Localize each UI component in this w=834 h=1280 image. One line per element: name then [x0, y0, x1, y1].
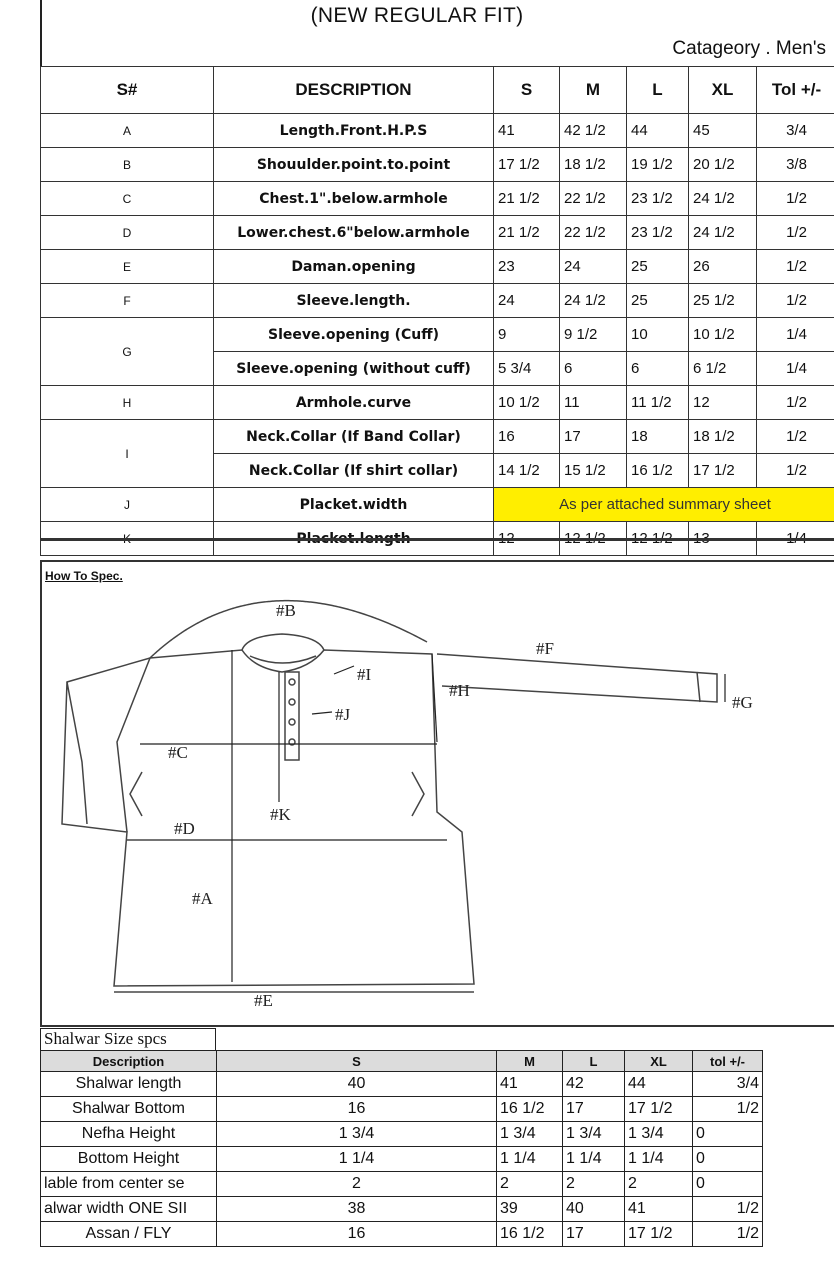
cell-xl: 1 3/4 [625, 1122, 693, 1147]
cell-s: 9 [494, 318, 560, 352]
cell-tol: 1/2 [757, 250, 834, 284]
spec-header-row [41, 67, 834, 114]
cell-xl: 17 1/2 [625, 1222, 693, 1247]
cell-tol: 0 [693, 1172, 763, 1197]
col-header-m: M [497, 1051, 563, 1072]
label-b: #B [276, 601, 296, 620]
cell-s: 1 1/4 [217, 1147, 497, 1172]
col-header-tol: tol +/- [693, 1051, 763, 1072]
col-header-xl: XL [689, 67, 757, 114]
cell-xl: 45 [689, 114, 757, 148]
row-description: Bottom Height [41, 1147, 217, 1172]
category-label: Catageory . Men's [672, 38, 826, 59]
col-header-l: L [563, 1051, 625, 1072]
cell-xl: 2 [625, 1172, 693, 1197]
row-description: Lower.chest.6"below.armhole [214, 216, 494, 250]
table-row [41, 1197, 763, 1222]
cell-tol: 1/2 [693, 1197, 763, 1222]
table-row [41, 1122, 763, 1147]
row-description: Sleeve.opening (Cuff) [214, 318, 494, 352]
cell-tol: 3/8 [757, 148, 834, 182]
row-description: Sleeve.opening (without cuff) [214, 352, 494, 386]
cell-tol: 1/2 [757, 420, 834, 454]
summary-sheet-note: As per attached summary sheet [494, 488, 834, 522]
row-description: alwar width ONE SII [41, 1197, 217, 1222]
row-description: Chest.1".below.armhole [214, 182, 494, 216]
label-i: #I [357, 665, 372, 684]
col-header-description: Description [41, 1051, 217, 1072]
cell-tol: 1/2 [757, 284, 834, 318]
row-id: F [41, 284, 214, 318]
row-id: C [41, 182, 214, 216]
cell-s: 2 [217, 1172, 497, 1197]
table-row [41, 284, 834, 318]
row-description: Daman.opening [214, 250, 494, 284]
cell-s: 10 1/2 [494, 386, 560, 420]
cell-xl: 17 1/2 [689, 454, 757, 488]
cell-tol: 1/2 [693, 1097, 763, 1122]
cell-l: 44 [627, 114, 689, 148]
row-id: A [41, 114, 214, 148]
col-header-l: L [627, 67, 689, 114]
cell-xl: 1 1/4 [625, 1147, 693, 1172]
label-f: #F [536, 639, 554, 658]
row-description: Placket.width [214, 488, 494, 522]
cell-s: 16 [217, 1222, 497, 1247]
section-divider [40, 538, 834, 541]
cell-s: 24 [494, 284, 560, 318]
cell-m: 11 [560, 386, 627, 420]
label-k: #K [270, 805, 291, 824]
cell-m: 18 1/2 [560, 148, 627, 182]
how-to-spec-label: How To Spec. [45, 569, 123, 583]
cell-l: 42 [563, 1072, 625, 1097]
label-d: #D [174, 819, 195, 838]
cell-s: 5 3/4 [494, 352, 560, 386]
row-id: J [41, 488, 214, 522]
cell-l: 23 1/2 [627, 216, 689, 250]
cell-s: 40 [217, 1072, 497, 1097]
table-row [41, 182, 834, 216]
shalwar-size-table [40, 1050, 763, 1247]
cell-xl: 25 1/2 [689, 284, 757, 318]
cell-m: 15 1/2 [560, 454, 627, 488]
cell-s: 41 [494, 114, 560, 148]
col-header-xl: XL [625, 1051, 693, 1072]
shalwar-header-row [41, 1051, 763, 1072]
cell-xl: 41 [625, 1197, 693, 1222]
cell-m: 24 [560, 250, 627, 284]
table-row [41, 1222, 763, 1247]
cell-s: 23 [494, 250, 560, 284]
cell-l: 1 1/4 [563, 1147, 625, 1172]
row-description: Length.Front.H.P.S [214, 114, 494, 148]
cell-m: 22 1/2 [560, 216, 627, 250]
cell-m: 1 1/4 [497, 1147, 563, 1172]
cell-tol: 1/4 [757, 352, 834, 386]
cell-tol: 0 [693, 1122, 763, 1147]
label-j: #J [335, 705, 351, 724]
row-description: Neck.Collar (If Band Collar) [214, 420, 494, 454]
table-row [41, 386, 834, 420]
shalwar-table-title: Shalwar Size spcs [40, 1028, 216, 1050]
cell-xl: 17 1/2 [625, 1097, 693, 1122]
label-g: #G [732, 693, 753, 712]
col-header-s: S [217, 1051, 497, 1072]
col-header-m: M [560, 67, 627, 114]
row-description: Assan / FLY [41, 1222, 217, 1247]
row-id: B [41, 148, 214, 182]
cell-xl: 20 1/2 [689, 148, 757, 182]
table-row [41, 216, 834, 250]
cell-xl: 44 [625, 1072, 693, 1097]
col-header-s: S [494, 67, 560, 114]
page-title: (NEW REGULAR FIT) [310, 4, 524, 27]
col-header-description: DESCRIPTION [214, 67, 494, 114]
cell-l: 17 [563, 1222, 625, 1247]
cell-xl: 24 1/2 [689, 216, 757, 250]
cell-tol: 1/2 [757, 454, 834, 488]
cell-l: 17 [563, 1097, 625, 1122]
cell-m: 22 1/2 [560, 182, 627, 216]
table-row [41, 488, 834, 522]
cell-m: 42 1/2 [560, 114, 627, 148]
cell-s: 14 1/2 [494, 454, 560, 488]
cell-l: 6 [627, 352, 689, 386]
table-row [41, 1072, 763, 1097]
col-header-tol: Tol +/- [757, 67, 834, 114]
row-id: D [41, 216, 214, 250]
row-description: Shalwar length [41, 1072, 217, 1097]
cell-m: 16 1/2 [497, 1097, 563, 1122]
table-row [41, 1097, 763, 1122]
cell-l: 16 1/2 [627, 454, 689, 488]
cell-m: 9 1/2 [560, 318, 627, 352]
cell-xl: 12 [689, 386, 757, 420]
cell-l: 2 [563, 1172, 625, 1197]
row-description: Shalwar Bottom [41, 1097, 217, 1122]
measurement-spec-table [40, 66, 834, 556]
cell-m: 6 [560, 352, 627, 386]
cell-m: 39 [497, 1197, 563, 1222]
cell-s: 16 [217, 1097, 497, 1122]
cell-tol: 0 [693, 1147, 763, 1172]
cell-m: 2 [497, 1172, 563, 1197]
label-h: #H [449, 681, 470, 700]
cell-l: 25 [627, 284, 689, 318]
row-id: H [41, 386, 214, 420]
cell-tol: 3/4 [693, 1072, 763, 1097]
cell-l: 10 [627, 318, 689, 352]
row-description: Shouulder.point.to.point [214, 148, 494, 182]
cell-tol: 1/2 [757, 216, 834, 250]
row-description: Armhole.curve [214, 386, 494, 420]
row-description: Nefha Height [41, 1122, 217, 1147]
table-row [41, 1172, 763, 1197]
kurta-flat-sketch [42, 562, 834, 1025]
cell-tol: 1/2 [757, 182, 834, 216]
row-description: Sleeve.length. [214, 284, 494, 318]
cell-m: 41 [497, 1072, 563, 1097]
table-row [41, 114, 834, 148]
table-row [41, 318, 834, 352]
cell-tol: 1/2 [693, 1222, 763, 1247]
cell-s: 17 1/2 [494, 148, 560, 182]
row-id: I [41, 420, 214, 488]
cell-m: 1 3/4 [497, 1122, 563, 1147]
cell-xl: 26 [689, 250, 757, 284]
cell-xl: 10 1/2 [689, 318, 757, 352]
cell-l: 23 1/2 [627, 182, 689, 216]
col-header-sn: S# [41, 67, 214, 114]
cell-m: 16 1/2 [497, 1222, 563, 1247]
cell-l: 25 [627, 250, 689, 284]
cell-s: 1 3/4 [217, 1122, 497, 1147]
table-row [41, 420, 834, 454]
cell-l: 11 1/2 [627, 386, 689, 420]
table-row [41, 1147, 763, 1172]
row-description: lable from center se [41, 1172, 217, 1197]
row-description: Neck.Collar (If shirt collar) [214, 454, 494, 488]
cell-tol: 1/4 [757, 318, 834, 352]
table-row [41, 148, 834, 182]
label-c: #C [168, 743, 188, 762]
row-id: E [41, 250, 214, 284]
cell-tol: 3/4 [757, 114, 834, 148]
cell-xl: 6 1/2 [689, 352, 757, 386]
cell-s: 38 [217, 1197, 497, 1222]
how-to-spec-diagram [40, 562, 834, 1027]
cell-xl: 18 1/2 [689, 420, 757, 454]
cell-l: 19 1/2 [627, 148, 689, 182]
cell-l: 18 [627, 420, 689, 454]
label-a: #A [192, 889, 213, 908]
table-row [41, 250, 834, 284]
cell-m: 17 [560, 420, 627, 454]
row-id: G [41, 318, 214, 386]
cell-s: 16 [494, 420, 560, 454]
cell-l: 40 [563, 1197, 625, 1222]
cell-l: 1 3/4 [563, 1122, 625, 1147]
cell-s: 21 1/2 [494, 182, 560, 216]
cell-tol: 1/2 [757, 386, 834, 420]
cell-xl: 24 1/2 [689, 182, 757, 216]
cell-s: 21 1/2 [494, 216, 560, 250]
cell-m: 24 1/2 [560, 284, 627, 318]
label-e: #E [254, 991, 273, 1010]
